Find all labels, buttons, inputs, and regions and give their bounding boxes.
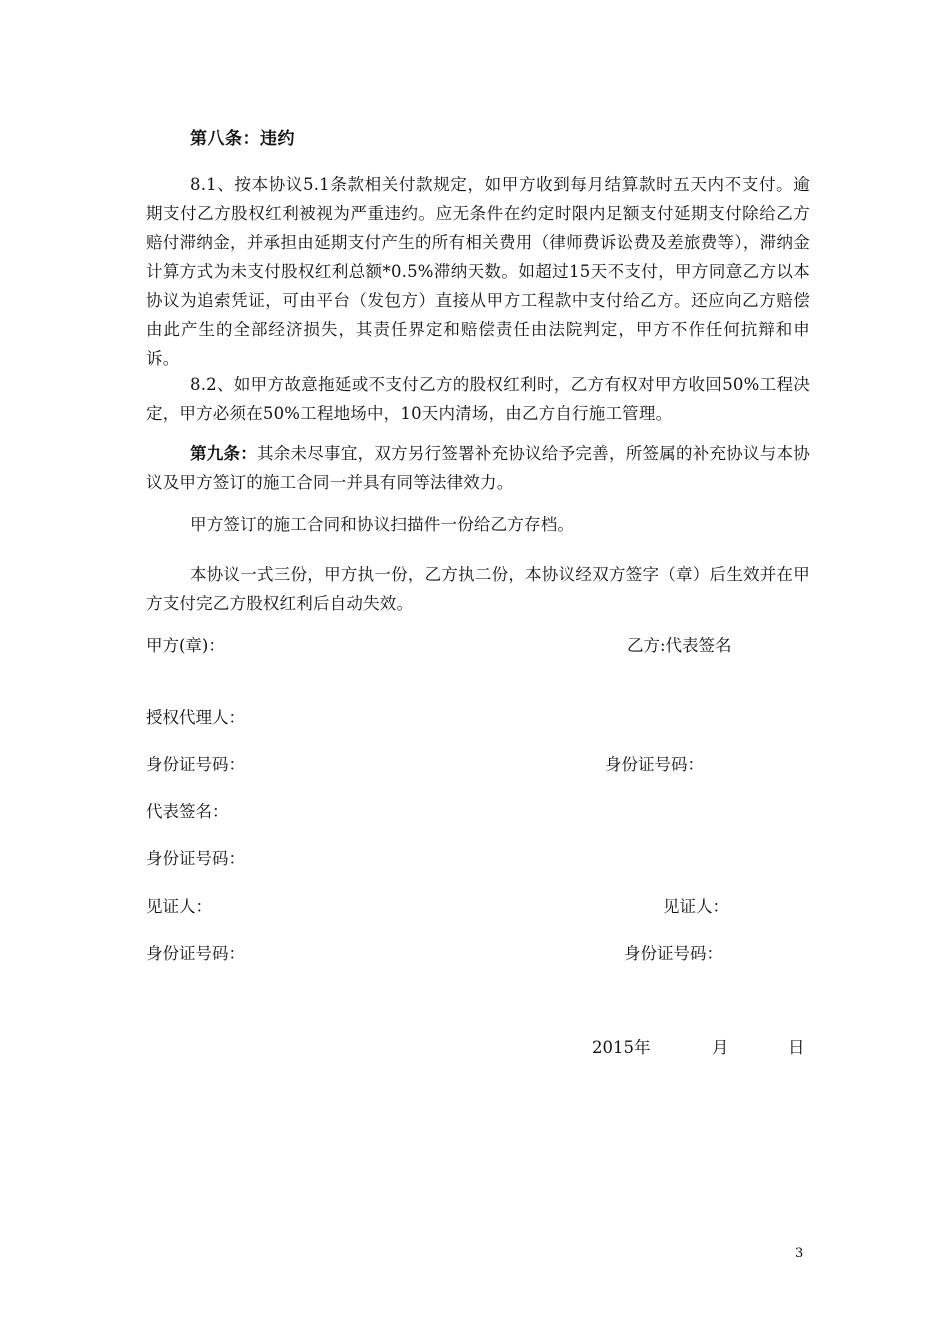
- article-9-label: 第九条：: [190, 444, 258, 463]
- id-number-label: 身份证号码：: [624, 944, 723, 963]
- id-number-label: 身份证号码：: [146, 944, 245, 963]
- authorized-agent-label: 授权代理人：: [146, 708, 245, 727]
- party-b-sign-label: 乙方:代表签名: [627, 636, 732, 655]
- witness-label: 见证人：: [663, 897, 729, 916]
- article-9-text: 其余未尽事宜，双方另行签署补充协议给予完善，所签属的补充协议与本协议及甲方签订的施工合同一并具有同等法律效力。: [146, 444, 810, 492]
- id-number-label: 身份证号码：: [146, 849, 245, 868]
- article-8-heading: 第八条：违约: [190, 129, 295, 149]
- date-year: 2015年: [592, 1038, 651, 1057]
- witness-label: 见证人：: [146, 897, 212, 916]
- page-number: 3: [795, 1246, 804, 1261]
- id-number-label: 身份证号码：: [605, 755, 704, 774]
- clause-8-1: 8.1、按本协议5.1条款相关付款规定，如甲方收到每月结算款时五天内不支付。逾期支付乙方股权红利被视为严重违约。应无条件在约定时限内足额支付延期支付除给乙方赔付滞纳金，并承担由延期支付产生的所有相关费用（律师费诉讼费及差旅费等），滞纳金计算方式为未支付股权红利总额*0.5%滞纳天数。如超过15天不支付，甲方同意乙方以本协议为追索凭证，可由平台（发包方）直接从甲方工程款中支付给乙方。还应向乙方赔偿由此产生的全部经济损失，其责任界定和赔偿责任由法院判定，甲方不作任何抗辩和申诉。: [146, 175, 810, 368]
- date-day: 日: [788, 1038, 805, 1057]
- representative-sign-label: 代表签名：: [146, 802, 229, 821]
- clause-8-2: 8.2、如甲方故意拖延或不支付乙方的股权红利时，乙方有权对甲方收回50%工程决定，甲方必须在50%工程地场中，10天内清场，由乙方自行施工管理。: [146, 375, 810, 423]
- scan-copy-note: 甲方签订的施工合同和协议扫描件一份给乙方存档。: [190, 515, 575, 534]
- id-number-label: 身份证号码：: [146, 755, 245, 774]
- copies-note: 本协议一式三份，甲方执一份，乙方执二份，本协议经双方签字（章）后生效并在甲方支付完乙方股权红利后自动失效。: [146, 565, 810, 613]
- party-a-seal-label: 甲方(章)：: [146, 636, 225, 655]
- date-month: 月: [712, 1038, 729, 1057]
- article-9-paragraph: [146, 439, 810, 497]
